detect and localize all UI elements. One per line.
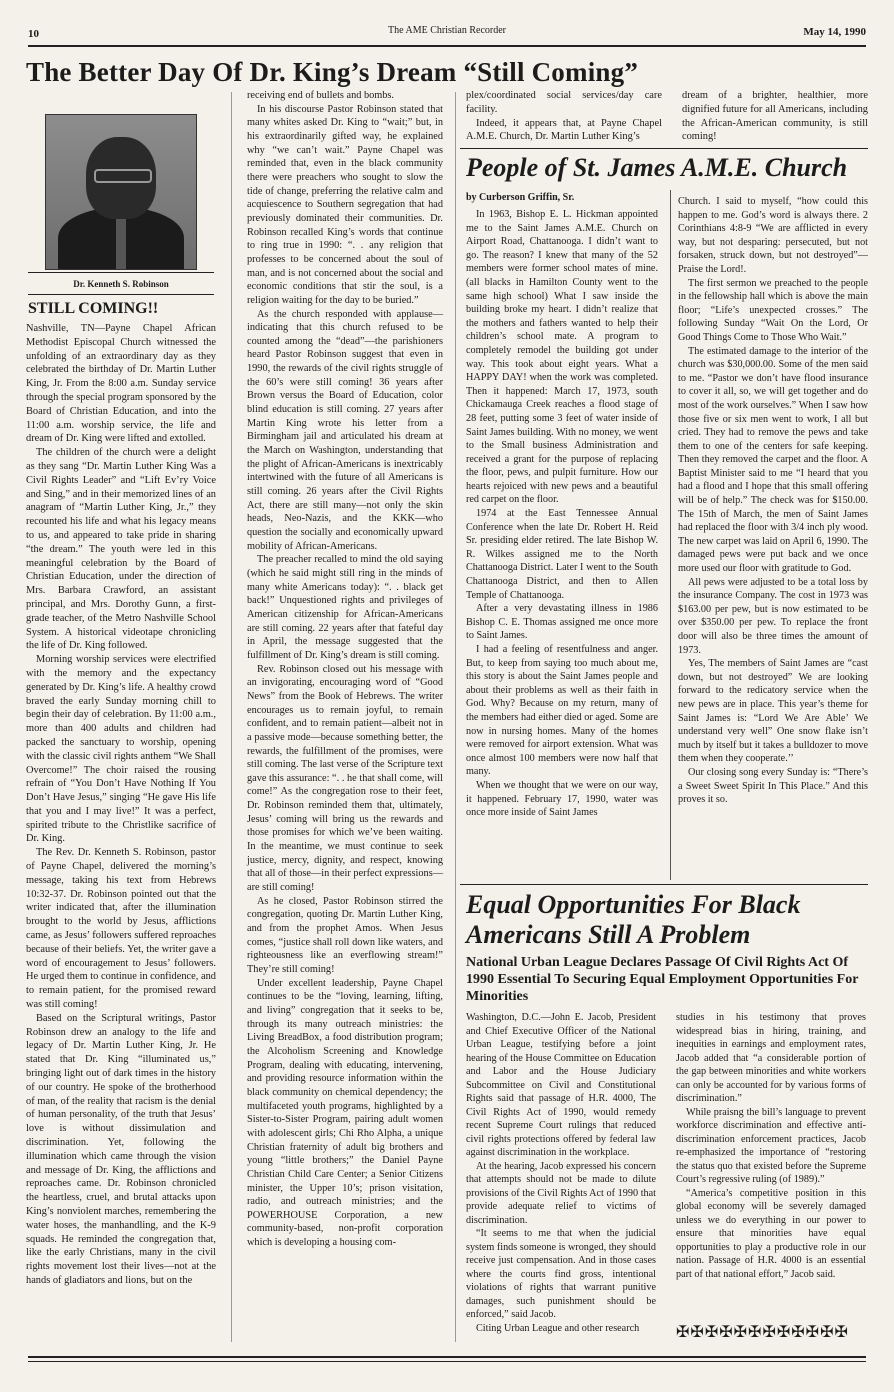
article1-column-4 <box>682 89 868 144</box>
paragraph: Morning worship services were electrified with the memory and the expectancy generated by Dr. King’s life. A healthy crowd braved the early Sunday morning chill to begin their day of celebration. By 11:00 a.m., more than 400 adults and children had packed the sanctuary to worship, opening with the classic civil rights anthem “We Shall Overcome!” The choir raised the rousing refrain of “You Don’t Have Nothing If You Don’t Have Jesus,” singing “He gave His life that you and I may live!” It was a perfect, spirited tribute to the Christlike sacrifice of Dr. King. <box>26 654 216 845</box>
paragraph: As he closed, Pastor Robinson stirred the congregation, quoting Dr. Martin Luther King, and from the prophet Amos. When Jesus comes, “justice shall roll down like waters, and righteousness like an everflowing stream!” They’re still coming! <box>247 895 443 975</box>
paragraph: “It seems to me that when the judicial system finds someone is wronged, they should receive just compensation. And in those cases where the courts find gross, intentional violations of rights that warrant punitive damages, such punishment should be enforced,” said Jacob. <box>466 1228 656 1320</box>
paragraph: The Rev. Dr. Kenneth S. Robinson, pastor of Payne Chapel, delivered the morning’s message, taking his text from Hebrews 10:32-37. Dr. Robinson pointed out that the writer indicated that, after the illumination brought to the world by Jesus, afflictions came, as Jesus’ followers suffered reproaches because of their beliefs. Yet, the writer gave a word of encouragement to Jesus’ followers. He urged them to continue in confidence, and to remain patient, for the promised reward was still coming! <box>26 847 216 1011</box>
article3-headline-line-1: Equal Opportunities For Black <box>466 890 801 919</box>
issue-date: May 14, 1990 <box>803 26 866 38</box>
article1-column-2 <box>247 89 443 1250</box>
paragraph: Church. I said to myself, “how could this happen to me. God’s word is always there. 2 Corinthians 4:8-9 “We are afflicted in every way, but not desparing: persecuted, but not forsaken, struck down, but not destroyed”—Praise the Lord!. <box>678 196 868 275</box>
article1-column-3 <box>466 89 662 144</box>
column-divider <box>670 190 671 880</box>
paragraph: Nashville, TN—Payne Chapel African Methodist Episcopal Church witnessed the unfolding of an extraordinary day as they celebrated the birthday of Dr. Martin Luther King, Jr. From the 8:00 a.m. Sunday service through the special program sponsored by the Board of Christian Education, and into the 11:00 a.m. worship service, the life and dream of Dr. King were lifted and extolled. <box>26 323 216 445</box>
photo-caption: Dr. Kenneth S. Robinson <box>73 279 169 289</box>
caption-rule <box>28 272 214 273</box>
article1-column-1 <box>26 322 216 1288</box>
paragraph: receiving end of bullets and bombs. <box>247 90 394 101</box>
paragraph: Indeed, it appears that, at Payne Chapel A.M.E. Church, Dr. Martin Luther King’s <box>466 117 662 143</box>
paragraph: “America’s competitive position in this global economy will be severely damaged unless we do everything in our power to ensure that minorities have equal opportunities to play a productive role in our nation. Passage of H.R. 4000 is an essential part of that national effort,” Jacob said. <box>676 1187 866 1280</box>
paragraph: dream of a brighter, healthier, more dignified future for all Americans, including the African-American community, is still coming! <box>682 90 868 143</box>
paragraph: The preacher recalled to mind the old saying (which he said might still ring in the minds of many white Americans today): “. . black get back!” Unquestioned rights and privileges of American citizenship for African-Americans are still coming. 22 years after that fateful day in April, the message suggested that the fulfillment of Dr. King’s dream is still coming. <box>247 554 443 661</box>
article1-headline: The Better Day Of Dr. King’s Dream “Still Coming” <box>26 57 639 87</box>
page-number: 10 <box>28 28 39 40</box>
article3-headline-line-2: Americans Still A Problem <box>466 920 751 949</box>
paragraph: 1974 at the East Tennessee Annual Conference when the late Dr. Robert H. Reid Sr. presiding elder retired. The late Bishop W. R. Wilkes assigned me to the North Chattanooga District. Later I went to the South Chattanooga District, and then to Allen Temple of Chattanooga. <box>466 508 658 601</box>
footer-rule <box>28 1356 866 1358</box>
paragraph: Based on the Scriptural writings, Pastor Robinson drew an analogy to the life and legacy of Dr. Martin Luther King, Jr. He stated that Dr. King “illuminated us,” bringing light out of dark times in the history of our country. He spoke of the brotherhood of man, of the reality that racism is the denial of human personality, of the truth that Jesus’ love is without dissimulation and discrimination. Yet, following the illumination which came through the vision and message of Dr. King, the afflictions and reproaches came. Dr. Robinson chronicled the heartless, cruel, and brutal attacks upon King’s nonviolent marches, remembering the water hoses, the manhandling, and the K-9 squads. He reminded the congregation that, like the early Christians, many in the civil rights movement lost their lives—not at the hands of gladiators and lions, but on the <box>26 1012 216 1286</box>
paragraph: When we thought that we were on our way, it happened. February 17, 1990, water was once more inside of Saint James <box>466 779 658 819</box>
caption-rule-bottom <box>28 294 214 295</box>
section-rule-2 <box>460 884 868 885</box>
paragraph: The estimated damage to the interior of the church was $30,000.00. Some of the men said to me. “Pastor we don’t have flood insurance to cover it all, so, we will get together and do most of the work ourselves.” When I saw how those five or six men went to work, I all but cried. They had to remove the pews and take them to one of the centers for safe keeping. Then they removed the carpet and the floor. A Baptist Minister said to me “I heard that you had a flood and I hope that this small offering will be of help.” The check was for $150.00. The 15th of March, the men of Saint James had replaced the floor with 3/4 inch ply wood. The new carpet was laid on April 6, 1990. The damaged pews were put back and we once more used our floor with gratitude to God. <box>678 345 868 575</box>
publication-name: The AME Christian Recorder <box>387 25 507 36</box>
paragraph: Washington, D.C.—John E. Jacob, President and Chief Executive Officer of the National Urban League, testifying before a joint hearing of the House Committee on Education and Labor and the House Judiciary Subcommittee on Civil and Constitutional Rights said that passage of H.R. 4000, The Civil Rights Act of 1990, would remedy recent Supreme Court rulings that reduced civil rights protections offered by federal law against discrimination in the workplace. <box>466 1012 656 1158</box>
paragraph: Under excellent leadership, Payne Chapel continues to be the “loving, learning, lifting, and living” congregation that it seeks to be, through its many outreach ministries: the Living BreadBox, a food distribution program; the Alcoholism Screening and Knowledge Program, dealing with educating, intervening, and providing resource information within the black community on chemical dependency; the multifaceted youth programs, highlighted by a Sister-to-Sister Program, pairing adult women with adolescent girls; Chi Rho Alpha, a unique Christian fraternity of adult big brothers and young “little brothers;” the Daniel Payne Christian Child Care Center; a Senior Citizens minister, the Upper 10’s; prison visitation, radio, and outreach ministries; and the POWERHOUSE Corporation, a new community-based, non-profit corporation which is developing a housing com- <box>247 977 443 1249</box>
article3-column-1 <box>466 1011 656 1335</box>
author-photo <box>45 114 197 270</box>
paragraph: plex/coordinated social services/day care facility. <box>466 90 662 115</box>
end-ornament: ✠✠✠✠✠✠✠✠✠✠✠✠ <box>676 1324 849 1341</box>
article2-column-1 <box>466 208 658 820</box>
article3-headline <box>466 890 800 950</box>
article2-byline: by Curberson Griffin, Sr. <box>466 192 575 203</box>
column-divider <box>231 92 232 1342</box>
paragraph: At the hearing, Jacob expressed his concern that attempts should not be made to dilute provisions of the Civil Rights Act of 1990 that provide adequate relief to victims of discrimination. <box>466 1160 656 1226</box>
paragraph: Rev. Robinson closed out his message with an invigorating, encouraging word of “Good News” from the Book of Hebrews. The writer encourages us to remain joyful, to remain confident, and to remain patient—albeit not in a passive mode—because something better, the rewards, the fulfillment of the promises, were still coming. The last verse of the Scripture text gave this assurance: “. . he that shall come, will come!” As the congregation rose to their feet, Dr. Robinson reminded them that, ultimately, Jesus’ coming will bring us the rewards and those promises for which we’ve been waiting. In the meantime, we must continue to seek justice, mercy, dignity, and respect, knowing that all of those—in their perfect expressions—are still coming! <box>247 663 443 894</box>
paragraph: After a very devastating illness in 1986 Bishop C. E. Thomas assigned me once more to Saint James. <box>466 603 658 642</box>
paragraph: The children of the church were a delight as they sang “Dr. Martin Luther King Was a Civil Rights Leader” and “Lift Ev’ry Voice and Sing,” and in their memorized lines of an anagram of “Martin Luther King, Jr.,” they recounted his life and what his legacy means to us, and appeared to take pride in sharing “the dream.” The youth were led in this meaningful celebration by the Board of Christian Education, under the direction of Mrs. Barbara Crawford, an assistant principal, and Mrs. Dorothy Gunn, a first-grade teacher, of the Metro Nashville School System. A historical videotape chronicling the life of Dr. King followed. <box>26 447 216 652</box>
article2-headline: People of St. James A.M.E. Church <box>466 153 848 182</box>
paragraph: The first sermon we preached to the people in the fellowship hall which is above the main floor; “Life’s unexpected crosses.” The following Sunday “Wait On the Lord, Or Good Things Come to Those Who Wait.” <box>678 277 868 343</box>
paragraph: While praisng the bill’s language to prevent workforce discrimination and effective anti-discrimination enforcement practices, Jacob re-emphasized the importance of “restoring the status quo that existed before the Supreme Court’s regressive ruling (of 1989).” <box>676 1106 866 1185</box>
paragraph: In his discourse Pastor Robinson stated that many whites asked Dr. King to “wait;” but, in his extraordinarily gifted way, he explained why “we can’t wait.” Payne Chapel was reminded that, even in the black community there were preachers who sought to slow the tide of change, preferring the relative calm and acquiescence to Southern segregation that had previously dominated their communities. Dr. Robinson recalled King’s words that continue to ring true in 1990: “. . any religion that professes to be concerned about the soul of man, and is not concerned about the social and economic conditions that stir the soul, is a religion waiting for the day to be buried.” <box>247 103 443 306</box>
section-rule-1 <box>460 148 868 149</box>
paragraph: I had a feeling of resentfulness and anger. But, to keep from saying too much about me, this story is about the Saint James people and about their problems as well as their faith in God. Why? Because on my return, many of the members had either died or aged. Some are now in nursing homes. Many of the homes were removed for airport extension. What was once almost 100 members were now half that many. <box>466 644 658 778</box>
footer-rule <box>28 1361 866 1362</box>
article3-subhead: National Urban League Declares Passage Of Civil Rights Act Of 1990 Essential To Securing Equal Employment Opportunities For Minorities <box>466 955 859 1004</box>
paragraph: All pews were adjusted to be a total loss by the insurance Company. The cost in 1973 was $163.00 per pew, but is now estimated to be over $350.00 per pew. To replace the front door will also be three times the amount of 1973. <box>678 576 868 656</box>
header-rule <box>28 45 866 47</box>
paragraph: In 1963, Bishop E. L. Hickman appointed me to the Saint James A.M.E. Church on Airport Road, Chattanooga. I didn’t want to go. The reason? I knew that many of the 52 members were former school mates of mine. (all blacks in Hamilton County went to the same high school) What I saw inside the building broke my heart. I didn’t realize that the mothers and fathers wanted to help their children’s school mate. A program to completely remodel the building got under way. This took about eight years. What a HAPPY DAY! when the work was completed. Then it happened: March 17, 1973, south Chickamauga Creek reaches a flood stage of 28 feet, putting some 3 feet of water inside of Saint James building. With no money, we went to the Small business Administration and received a grant for the purpose of replacing the floor, pews, and pulpit furniture. How our hearts rejoiced with new pews and a beautiful red carpet on the floor. <box>466 209 658 506</box>
article3-column-2 <box>676 1011 866 1281</box>
article1-subhead: STILL COMING!! <box>28 300 159 317</box>
paragraph: Our closing song every Sunday is: “There’s a Sweet Sweet Spirit In This Place.” And this proves it so. <box>678 766 868 806</box>
column-divider <box>455 92 456 1342</box>
paragraph: As the church responded with applause—indicating that this church refused to be counted among the “dead”—the parishioners heard Pastor Robinson suggest that even in 1990, the rewards of the civil rights struggle of the 60’s were still coming! 36 years after Brown versus the Board of Education, color blind education is still coming. 27 years after Martin King wrote his letter from a Birmingham jail and articulated his dream at the March on Washington, understanding that the plight of African-Americans is inextricably intertwined with the future of all Americans is still coming. 26 years after the Civil Rights Act, there are still many—not only the skin heads, Neo-Nazis, and the KKK—who question the socially and economically upward mobility of African-Americans. <box>247 308 443 552</box>
paragraph: Yes, The members of Saint James are “cast down, but not destroyed” We are looking forward to the redicatory service when the new pews are in place. This year’s theme for Saint James is: “Lord We Are Able’ We understand very well” One snow flake isn’t much by itself but it takes a bulldozer to move them when they cooperate.’’ <box>678 658 868 765</box>
article2-column-2 <box>678 195 868 807</box>
paragraph: Citing Urban League and other research <box>476 1322 640 1334</box>
paragraph: studies in his testimony that proves widespread bias in hiring, training, and inequities in earnings and employment rates, Jacob added that “a considerable portion of the gap between minorities and white workers can only be accounted for by various forms of discrimination.” <box>676 1012 866 1104</box>
